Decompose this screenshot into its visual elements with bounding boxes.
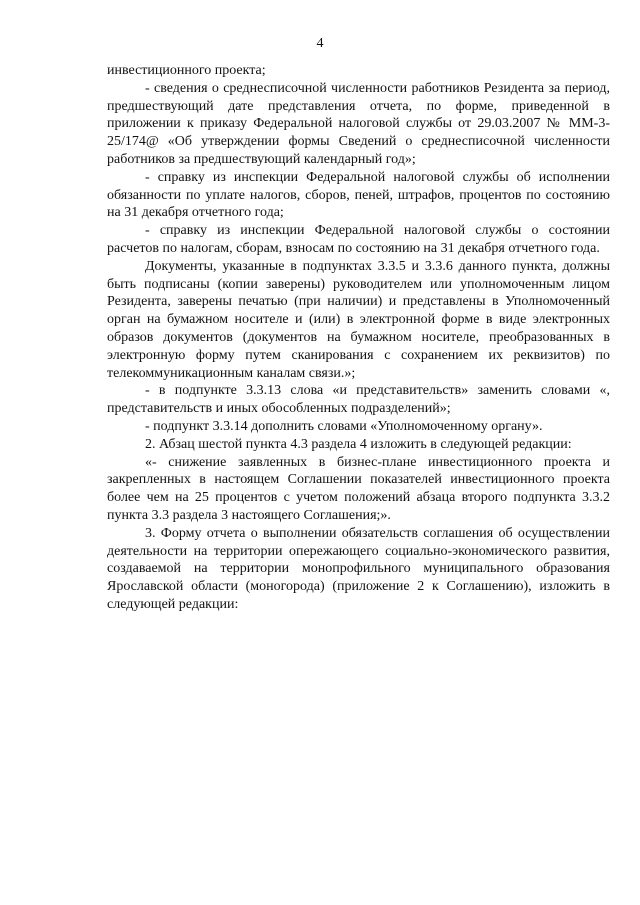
paragraph-item-3: 3. Форму отчета о выполнении обязательств соглашения об осуществлении деятельности на территории опережающего социально-экономического развития, создаваемой на территории монопрофильного муниципального образования Ярославской области (моногорода) (приложение 2 к Соглашению), изложить в следующей редакции: [107,525,610,612]
paragraph-item-2: 2. Абзац шестой пункта 4.3 раздела 4 изложить в следующей редакции: [145,436,572,452]
page-number: 4 [316,36,324,51]
paragraph-headcount-info: - сведения о среднесписочной численности работников Резидента за период, предшествующий дате представления отчета, по форме, приведенной в приложении к приказу Федеральной налоговой службы от 29.03.2007 № ММ-3-25/174@ «Об утверждении формы Сведений о среднесписочной численности работников за предшествующий календарный год»; [107,80,610,167]
paragraph-item-2-quote: «- снижение заявленных в бизнес-плане инвестиционного проекта и закрепленных в настоящем Соглашении показателей инвестиционного проекта более чем на 25 процентов с учетом положений абзаца второго подпункта 3.3.2 пункта 3.3 раздела 3 настоящего Соглашения;». [107,454,610,523]
document-body [107,62,610,614]
paragraph-tax-settlements-certificate: - справку из инспекции Федеральной налоговой службы о состоянии расчетов по налогам, сборам, взносам по состоянию на 31 декабря отчетного года. [107,223,610,256]
paragraph-subclause-3-3-13: - в подпункте 3.3.13 слова «и представительств» заменить словами «, представительств и иных обособленных подразделений»; [107,383,610,417]
paragraph-subclause-3-3-14: - подпункт 3.3.14 дополнить словами «Уполномоченному органу». [145,418,543,434]
paragraph-continuation: инвестиционного проекта; [107,63,266,78]
paragraph-tax-obligations-certificate: - справку из инспекции Федеральной налоговой службы об исполнении обязанности по уплате налогов, сборов, пеней, штрафов, процентов по состоянию на 31 декабря отчетного года; [107,169,610,221]
paragraph-document-requirements: Документы, указанные в подпунктах 3.3.5 и 3.3.6 данного пункта, должны быть подписаны (копии заверены) руководителем или уполномоченным лицом Резидента, заверены печатью (при наличии) и представлены в Уполномоченный орган на бумажном носителе и (или) в электронной форме в виде электронных образов документов (документов на бумажном носителе, преобразованных в электронную форму путем сканирования с сохранением их реквизитов) по телекоммуникационным каналам связи.»; [107,258,610,381]
